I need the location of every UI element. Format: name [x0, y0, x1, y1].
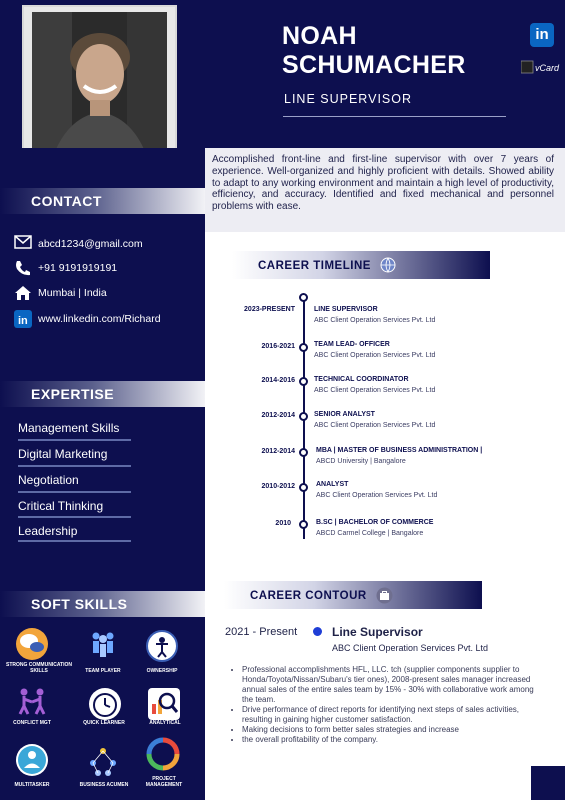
contour-bullet: • Making decisions to form better sales strategies and increase [242, 725, 545, 735]
name-first: NOAH [282, 22, 357, 50]
timeline-dot [299, 412, 308, 421]
timeline-org: ABC Client Operation Services Pvt. Ltd [314, 317, 436, 324]
soft-skill-label: STRONG COMMUNICATION SKILLS [5, 662, 72, 674]
phone-icon [14, 259, 32, 277]
timeline-role: SENIOR ANALYST [314, 411, 375, 418]
soft-skill-label: OWNERSHIP [146, 668, 178, 674]
svg-text:in: in [18, 315, 28, 327]
timeline-org: ABCD Carmel College | Bangalore [316, 530, 424, 537]
profile-summary: Accomplished front-line and first-line supervisor with over 7 years of experience. Well-organized and highly proficient with details. Showed ability to adapt to any working environment and maintain a high level of productivity, efficiency, and accuracy. Identified and fixed mechanical and personnel problems with ease. [212, 154, 554, 213]
profile-photo [32, 12, 167, 159]
contour-dot [313, 627, 322, 636]
expertise-item: Leadership [18, 524, 78, 538]
contour-role: Line Supervisor [332, 625, 423, 639]
briefcase-icon [376, 587, 393, 604]
contact-email[interactable] [14, 235, 143, 253]
linkedin-icon [14, 310, 32, 328]
timeline-date: 2012-2014 [261, 412, 295, 419]
contact-email-text: abcd1234@gmail.com [38, 238, 143, 250]
contact-heading: CONTACT [31, 193, 102, 209]
title-divider [283, 116, 506, 117]
expertise-underline [18, 439, 131, 441]
job-title: LINE SUPERVISOR [284, 92, 413, 106]
globe-icon [380, 257, 396, 273]
timeline-org: ABC Client Operation Services Pvt. Ltd [314, 387, 436, 394]
vcard-logo [521, 60, 563, 74]
envelope-icon [14, 235, 32, 253]
contour-date-range: 2021 - Present [225, 626, 298, 638]
expertise-underline [18, 540, 131, 542]
contour-bullet: • the overall profitability of the company. [242, 735, 545, 745]
timeline-date: 2014-2016 [261, 377, 295, 384]
expertise-item: Negotiation [18, 473, 79, 487]
career-contour-heading: CAREER CONTOUR [250, 590, 367, 602]
career-contour-heading-bar [224, 581, 482, 609]
contact-location-text: Mumbai | India [38, 287, 107, 299]
timeline-role: MBA | MASTER OF BUSINESS ADMINISTRATION | [316, 447, 483, 454]
timeline-dot [299, 343, 308, 352]
timeline-role: LINE SUPERVISOR [314, 306, 378, 313]
timeline-dot [299, 520, 308, 529]
svg-text:vCard: vCard [535, 63, 560, 73]
corner-block [531, 766, 565, 800]
soft-skill-label: TEAM PLAYER [85, 668, 121, 674]
expertise-item: Digital Marketing [18, 447, 108, 461]
timeline-org: ABC Client Operation Services Pvt. Ltd [314, 352, 436, 359]
timeline-org: ABCD University | Bangalore [316, 458, 406, 465]
career-timeline-heading-bar [232, 251, 490, 279]
timeline-date: 2012-2014 [261, 448, 295, 455]
multitasker-icon [16, 744, 48, 776]
contour-bullet: • Professional accomplishments HFL, LLC. tch (supplier components supplier to Honda/Toyota/Nissan/Subaru's tier ones), 2008-present sales manager increased annual sales of the entire sales team by 15% - 30% with collaborative work among the team. [242, 665, 545, 705]
contact-location [14, 284, 107, 302]
contact-heading-bar [0, 188, 205, 214]
timeline-role: TECHNICAL COORDINATOR [314, 376, 409, 383]
soft-skill-label: ANALYTICAL [149, 720, 181, 726]
cycle-arrows-icon [146, 737, 178, 769]
timeline-dot [299, 483, 308, 492]
timeline-org: ABC Client Operation Services Pvt. Ltd [314, 422, 436, 429]
soft-skill-label: PROJECT MANAGEMENT [145, 776, 183, 788]
contour-bullet: • Drive performance of direct reports for identifying next steps of sales activities, resulting in gaining higher customer satisfaction. [242, 705, 545, 725]
soft-skills-heading: SOFT SKILLS [31, 596, 128, 612]
timeline-date: 2010-2012 [261, 483, 295, 490]
stopwatch-icon [89, 688, 121, 720]
soft-skill-label: BUSINESS ACUMEN [79, 782, 129, 788]
contact-phone-text: +91 9191919191 [38, 262, 118, 274]
linkedin-icon[interactable]: in [530, 23, 554, 47]
contour-org: ABC Client Operation Services Pvt. Ltd [332, 643, 489, 653]
timeline-dot [299, 448, 308, 457]
timeline-org: ABC Client Operation Services Pvt. Ltd [316, 492, 438, 499]
timeline-role: B.SC | BACHELOR OF COMMERCE [316, 519, 434, 526]
team-icon [87, 628, 119, 660]
timeline-date: 2016-2021 [261, 343, 295, 350]
expertise-heading: EXPERTISE [31, 386, 115, 402]
contact-linkedin[interactable] [14, 310, 161, 328]
soft-skill-label: QUICK LEARNER [83, 720, 125, 726]
contour-bullets [230, 665, 545, 745]
business-network-icon [87, 745, 119, 777]
contact-linkedin-text: www.linkedin.com/Richard [38, 313, 161, 325]
expertise-underline [18, 516, 131, 518]
name-last: SCHUMACHER [282, 51, 466, 79]
expertise-underline [18, 491, 131, 493]
timeline-dot [299, 293, 308, 302]
expertise-heading-bar [0, 381, 205, 407]
expertise-item: Critical Thinking [18, 499, 104, 513]
career-timeline-heading: CAREER TIMELINE [258, 260, 371, 272]
soft-skills-heading-bar [0, 591, 205, 617]
person-name [282, 22, 512, 80]
soft-skill-label: MULTITASKER [14, 782, 50, 788]
timeline-date: 2023-PRESENT [244, 306, 295, 313]
home-icon [14, 284, 32, 302]
timeline-role: TEAM LEAD- OFFICER [314, 341, 390, 348]
expertise-item: Management Skills [18, 421, 120, 435]
speech-bubbles-icon [16, 628, 48, 660]
timeline-dot [299, 377, 308, 386]
timeline-role: ANALYST [316, 481, 349, 488]
ownership-icon [146, 630, 178, 662]
contact-phone[interactable] [14, 259, 117, 277]
conflict-icon [16, 686, 48, 718]
timeline-date: 2010 [275, 520, 291, 527]
soft-skill-label: CONFLICT MGT [13, 720, 51, 726]
magnifier-chart-icon [148, 688, 180, 720]
expertise-underline [18, 465, 131, 467]
